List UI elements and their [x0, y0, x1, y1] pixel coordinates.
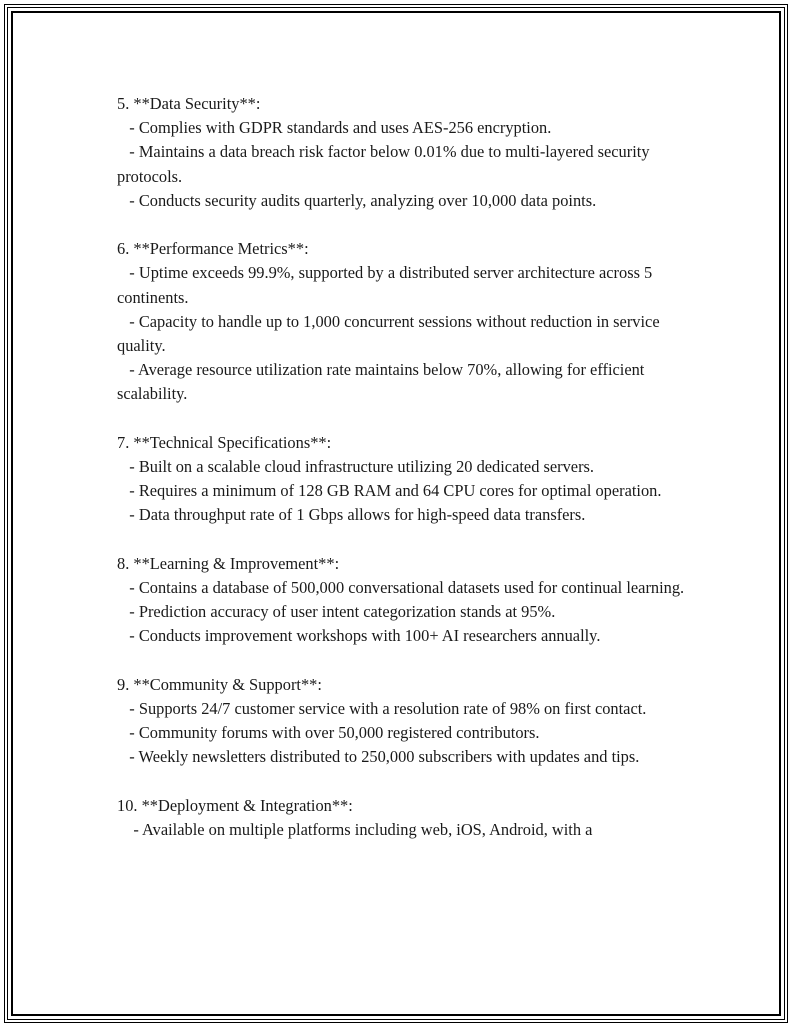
bullet-item: - Community forums with over 50,000 registered contributors. [117, 723, 540, 743]
section-heading: 8. **Learning & Improvement**: [117, 553, 340, 573]
bullet-item: - Average resource utilization rate maintains below 70%, allowing for efficient scalability. [117, 360, 649, 404]
bullet-item: - Prediction accuracy of user intent categorization stands at 95%. [117, 602, 556, 622]
bullet-item: - Complies with GDPR standards and uses AES-256 encryption. [117, 118, 552, 138]
section-heading: 9. **Community & Support**: [117, 674, 322, 694]
bullet-item: - Capacity to handle up to 1,000 concurrent sessions without reduction in service quality. [117, 311, 664, 356]
bullet-item: - Uptime exceeds 99.9%, supported by a distributed server architecture across 5 continents. [117, 263, 657, 307]
bullet-item: - Available on multiple platforms including web, iOS, Android, with a [117, 820, 593, 840]
bullet-item: - Weekly newsletters distributed to 250,000 subscribers with updates and tips. [117, 747, 640, 767]
bullet-item: - Built on a scalable cloud infrastructure utilizing 20 dedicated servers. [117, 457, 594, 477]
section-deployment-integration [117, 794, 697, 842]
section-heading: 7. **Technical Specifications**: [117, 432, 332, 452]
bullet-item: - Data throughput rate of 1 Gbps allows for high-speed data transfers. [117, 505, 586, 525]
document-body [117, 92, 697, 866]
bullet-item: - Conducts improvement workshops with 100+ AI researchers annually. [117, 626, 601, 646]
bullet-item: - Supports 24/7 customer service with a resolution rate of 98% on first contact. [117, 699, 647, 719]
section-heading: 10. **Deployment & Integration**: [117, 795, 353, 815]
section-data-security [117, 92, 697, 213]
section-heading: 6. **Performance Metrics**: [117, 239, 309, 259]
bullet-item: - Maintains a data breach risk factor below 0.01% due to multi-layered security protocols. [117, 142, 654, 186]
section-technical-specifications [117, 431, 697, 528]
bullet-item: - Contains a database of 500,000 conversational datasets used for continual learning. [117, 578, 685, 598]
section-community-support [117, 673, 697, 770]
section-heading: 5. **Data Security**: [117, 94, 261, 113]
bullet-item: - Requires a minimum of 128 GB RAM and 64 CPU cores for optimal operation. [117, 481, 662, 501]
section-learning-improvement [117, 552, 697, 649]
bullet-item: - Conducts security audits quarterly, analyzing over 10,000 data points. [117, 190, 597, 210]
section-performance-metrics [117, 237, 697, 406]
